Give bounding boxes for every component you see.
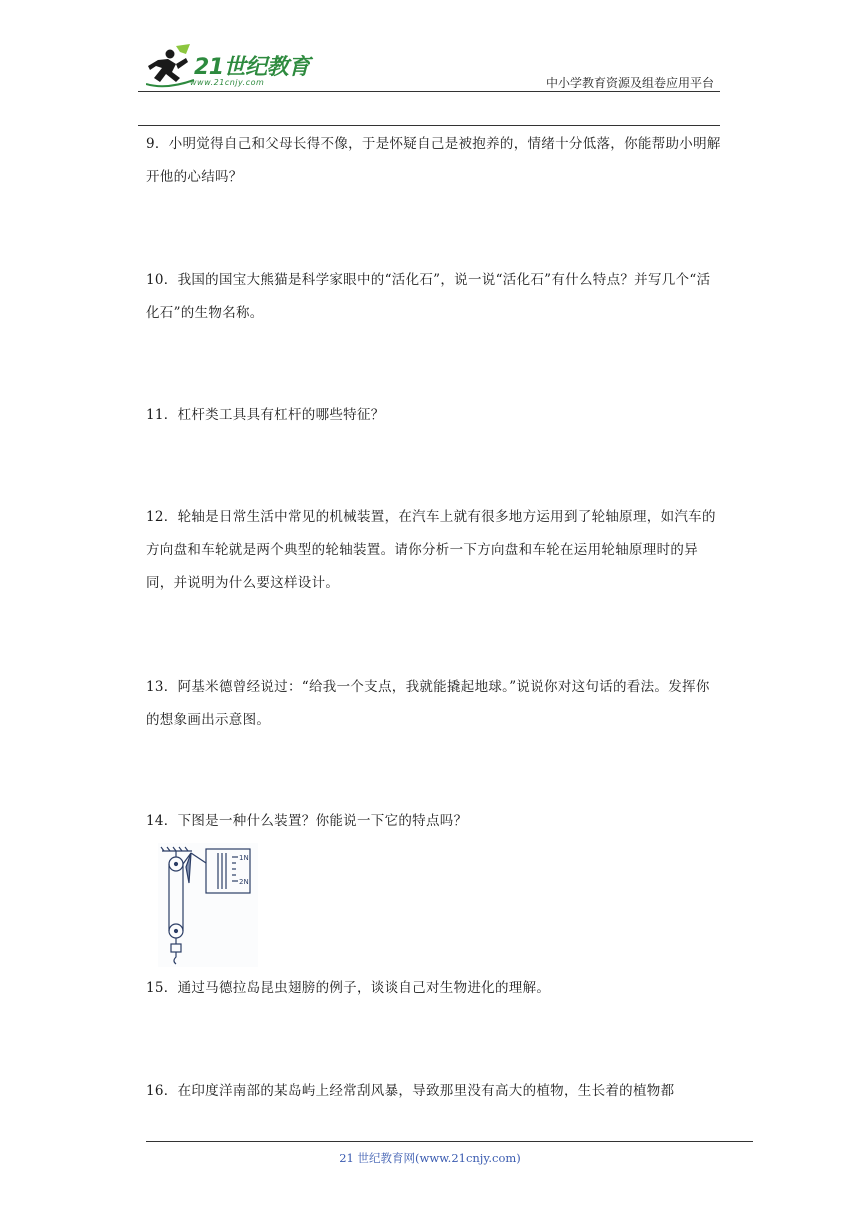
logo-text: 21世纪教育 [194,55,310,80]
question-9: 9．小明觉得自己和父母长得不像，于是怀疑自己是被抱养的，情绪十分低落，你能帮助小明解开他的心结吗？ [146,136,721,185]
header-rule-thin [138,91,720,92]
question-13: 13．阿基米德曾经说过：“给我一个支点，我就能撬起地球。”说说你对这句话的看法。发挥你的想象画出示意图。 [146,679,710,728]
pulley-diagram [158,843,258,967]
question-15: 15．通过马德拉岛昆虫翅膀的例子，谈谈自己对生物进化的理解。 [146,980,551,996]
question-11: 11．杠杆类工具具有杠杆的哪些特征？ [146,407,385,423]
question-10: 10．我国的国宝大熊猫是科学家眼中的“活化石”，说一说“活化石”有什么特点？并写几个“活化石”的生物名称。 [146,272,711,321]
platform-title: 中小学教育资源及组卷应用平台 [545,76,714,90]
question-14: 14．下图是一种什么装置？你能说一下它的特点吗？ [146,813,468,829]
question-12: 12．轮轴是日常生活中常见的机械装置，在汽车上就有很多地方运用到了轮轴原理，如汽车的方向盘和车轮就是两个典型的轮轴装置。请你分析一下方向盘和车轮在运用轮轴原理时的异同，并说明为什么要这样设计。 [146,509,716,591]
logo-url: www.21cnjy.com [190,78,265,87]
scale-label-1n: 1N [239,854,249,862]
pulley-spring-scale-figure [158,843,258,967]
scale-label-2n: 2N [239,878,249,886]
header-rule-thick [138,125,720,126]
question-16: 16．在印度洋南部的某岛屿上经常刮风暴，导致那里没有高大的植物，生长着的植物都 [146,1083,675,1099]
logo [146,44,316,94]
footer-rule [146,1141,753,1142]
footer-text: 21 世纪教育网(www.21cnjy.com) [339,1151,521,1165]
runner-logo-icon [146,44,196,92]
page-header [138,44,720,126]
